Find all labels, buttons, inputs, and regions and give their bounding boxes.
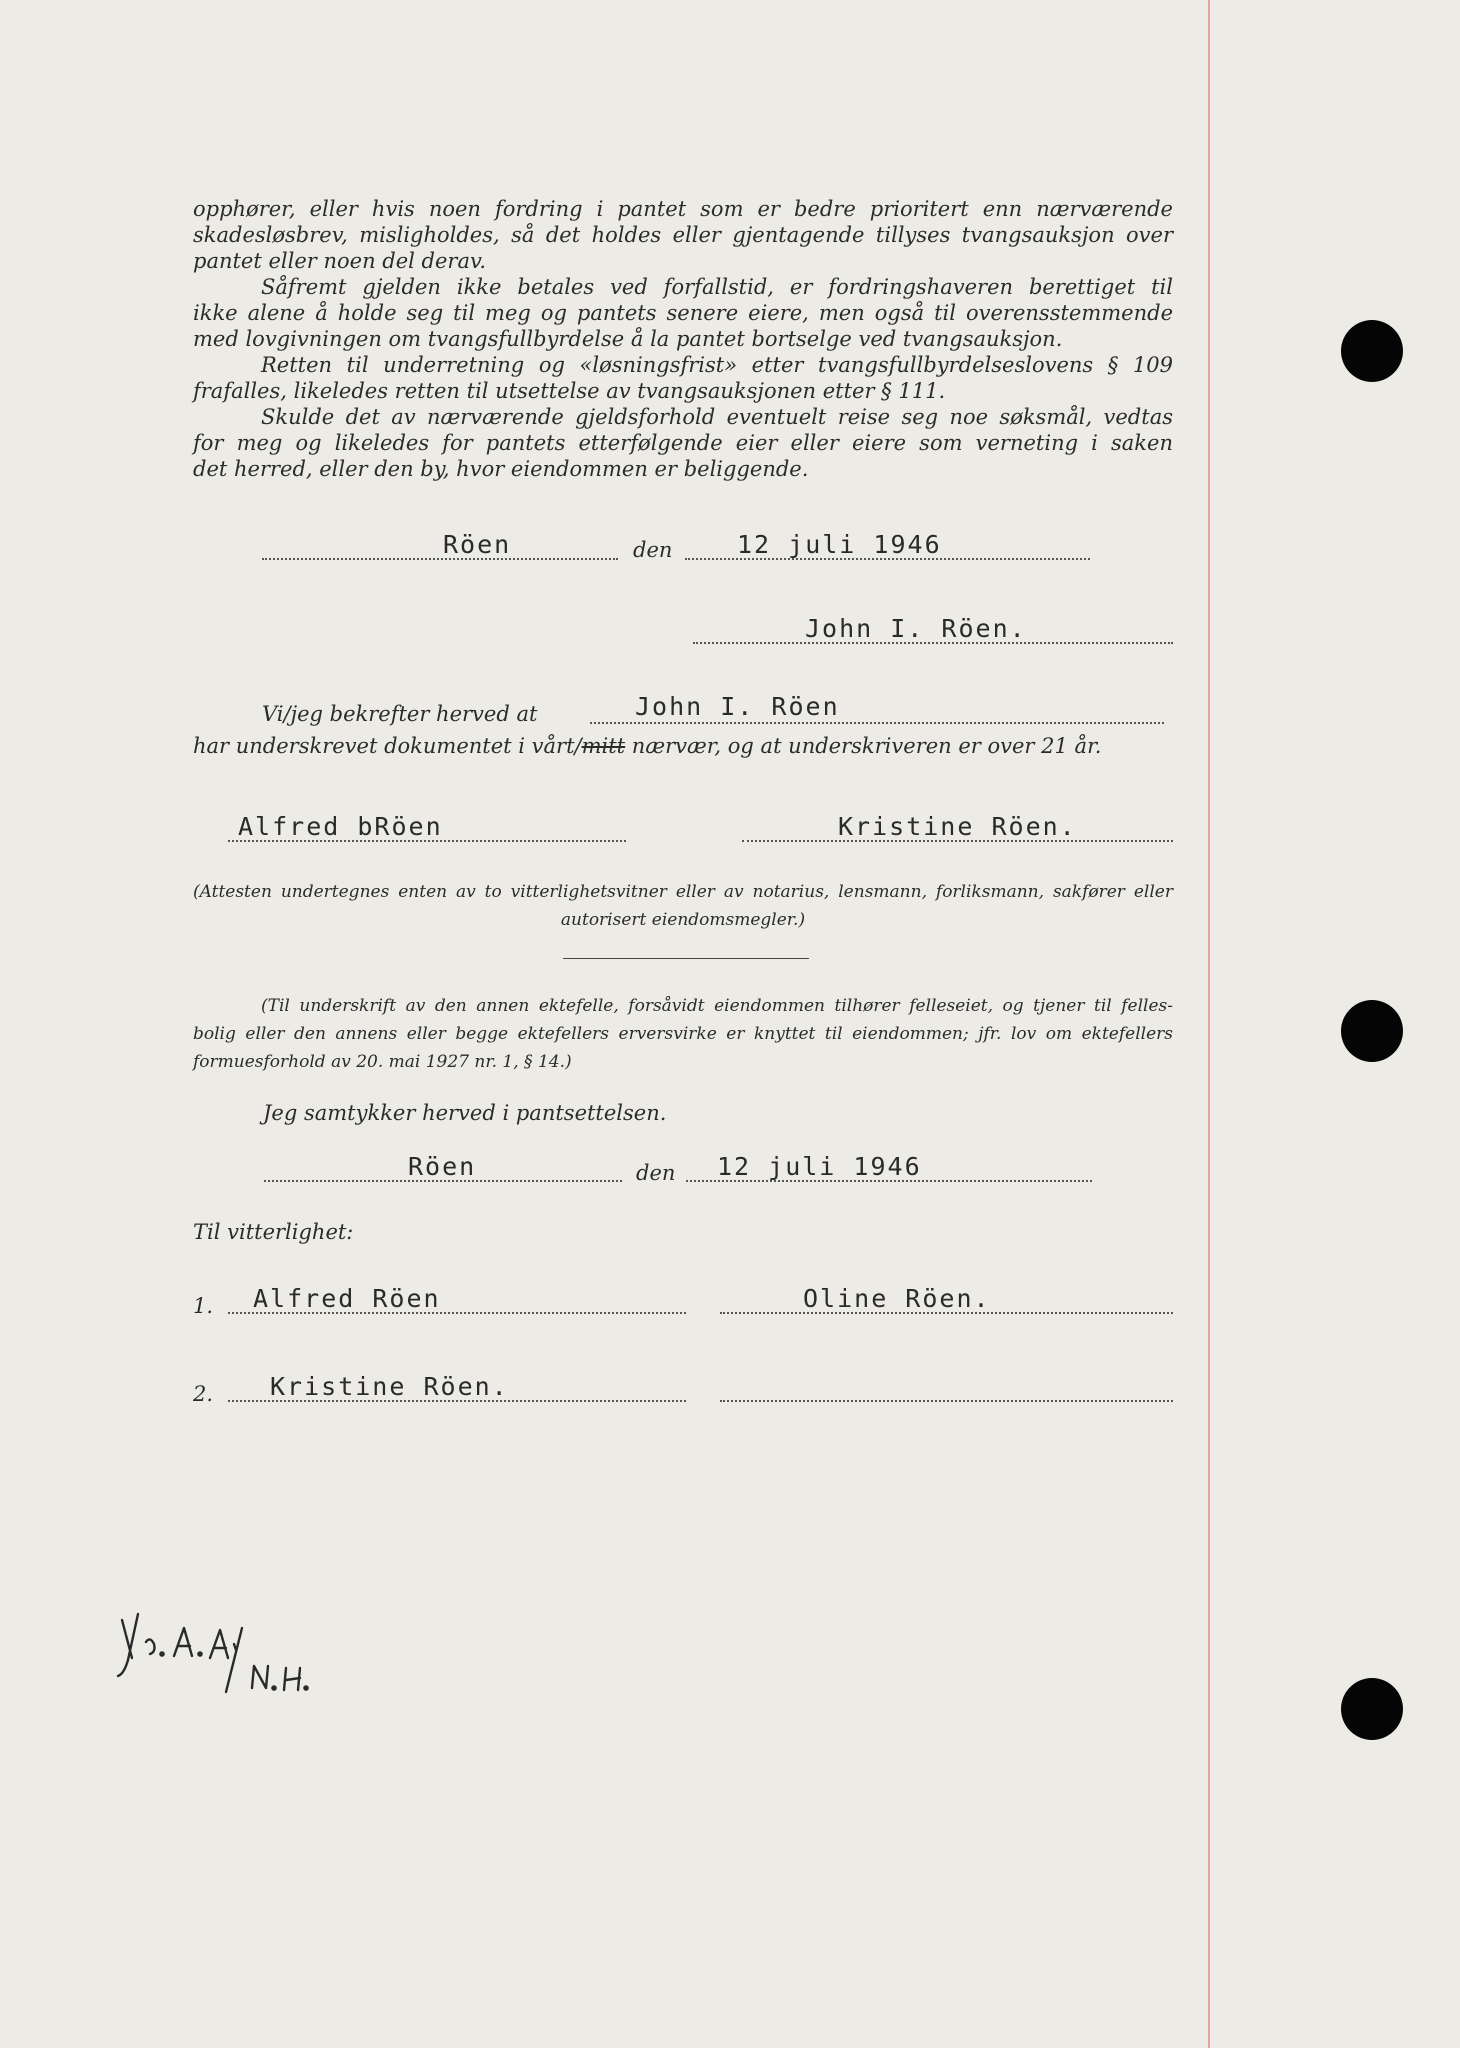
separator-rule — [563, 958, 809, 959]
confirmation-prefix: Vi/jeg bekrefter herved at — [262, 702, 538, 726]
spouse-note-line: (Til underskrift av den annen ektefelle, forsåvidt eiendommen tilhører felleseiet, og tjener til felles- — [261, 996, 1173, 1016]
terms-line: for meg og likeledes for pantets etterfølgende eier eller eiere som verneting i saken — [193, 431, 1173, 455]
terms-line: Såfremt gjelden ikke betales ved forfallstid, er fordringshaveren berettiget til — [261, 275, 1173, 299]
terms-line: det herred, eller den by, hvor eiendommen er beliggende. — [193, 457, 809, 481]
place-value: Röen — [443, 530, 512, 559]
terms-line: opphører, eller hvis noen fordring i pantet som er bedre prioritert enn nærværende — [193, 197, 1173, 221]
witness-row-number: 1. — [193, 1294, 214, 1318]
witness-2-left-signature: Kristine Röen. — [270, 1372, 509, 1401]
spouse-note — [193, 992, 1173, 1076]
witness-1-right-signature: Oline Röen. — [803, 1284, 991, 1313]
owner-signature: John I. Röen. — [805, 614, 1027, 643]
terms-line: Skulde det av nærværende gjeldsforhold eventuelt reise seg noe søksmål, vedtas — [261, 405, 1173, 429]
terms-paragraph — [193, 196, 1173, 482]
den-label: den — [633, 538, 673, 562]
confirmation-name-line — [590, 722, 1164, 724]
consent-text: Jeg samtykker herved i pantsettelsen. — [263, 1101, 667, 1125]
witness-2-right-line — [720, 1400, 1173, 1402]
terms-line: med lovgivningen om tvangsfullbyrdelse å la pantet bortselge ved tvangsauksjon. — [193, 327, 1063, 351]
witness-1-left-signature: Alfred Röen — [253, 1284, 441, 1313]
red-margin-line — [1208, 0, 1210, 2048]
terms-line: frafalles, likeledes retten til utsettelse av tvangsauksjonen etter § 111. — [193, 379, 946, 403]
spouse-note-line: formuesforhold av 20. mai 1927 nr. 1, § 14.) — [193, 1052, 572, 1072]
confirmation-name: John I. Röen — [635, 692, 840, 721]
attest-note — [193, 878, 1173, 934]
punch-hole — [1341, 320, 1403, 382]
witness-right-signature: Kristine Röen. — [838, 812, 1077, 841]
place-field-line — [262, 558, 618, 560]
punch-hole — [1341, 1678, 1403, 1740]
den-label-2: den — [636, 1161, 676, 1185]
spouse-note-line: bolig eller den annens eller begge ektefellers erversvirke er knyttet til eiendommen; jfr. lov om ektefellers — [193, 1024, 1173, 1044]
witness-row-number: 2. — [193, 1382, 214, 1406]
witness-header: Til vitterlighet: — [193, 1220, 354, 1244]
terms-line: Retten til underretning og «løsningsfrist» etter tvangsfullbyrdelseslovens § 109 — [261, 353, 1173, 377]
confirmation-line-2: har underskrevet dokumentet i vårt/mitt nærvær, og at underskriveren er over 21 år. — [193, 734, 1102, 758]
terms-line: ikke alene å holde seg til meg og pantets senere eiere, men også til overensstemmende — [193, 301, 1173, 325]
attest-note-line: autorisert eiendomsmegler.) — [560, 910, 806, 930]
date-value-2: 12 juli 1946 — [717, 1152, 922, 1181]
place-value-2: Röen — [408, 1152, 477, 1181]
terms-line: skadesløsbrev, misligholdes, så det holdes eller gjentagende tillyses tvangsauksjon over — [193, 223, 1173, 247]
terms-line: pantet eller noen del derav. — [193, 249, 487, 273]
date-value: 12 juli 1946 — [737, 530, 942, 559]
handwritten-initials — [110, 1600, 350, 1720]
witness-left-signature: Alfred bRöen — [238, 812, 443, 841]
attest-note-line: (Attesten undertegnes enten av to vitterlighetsvitner eller av notarius, lensmann, forliksmann, sakfører eller — [193, 882, 1173, 902]
punch-hole — [1341, 1000, 1403, 1062]
